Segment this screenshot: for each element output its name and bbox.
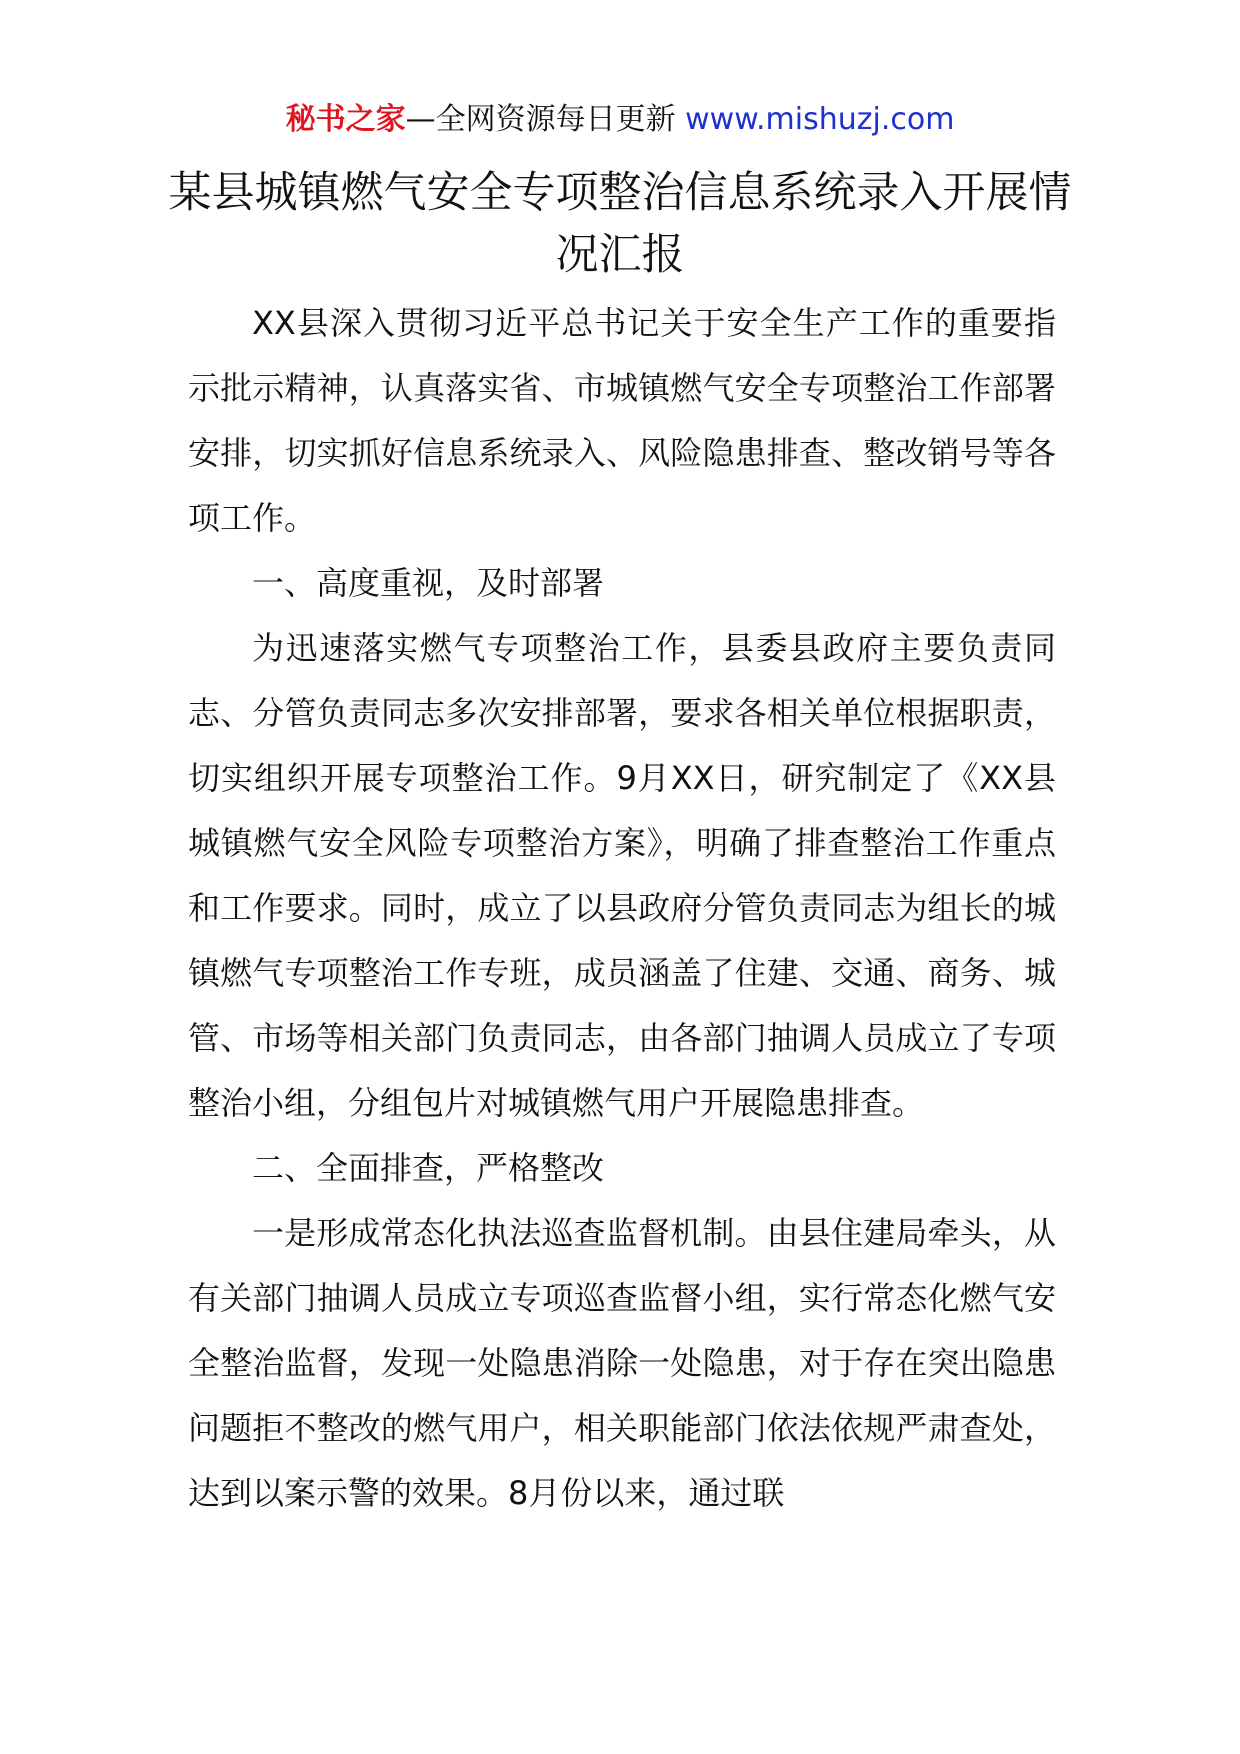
document-title: 某县城镇燃气安全专项整治信息系统录入开展情况汇报 [168, 168, 1072, 280]
section-heading-2: 二、全面排查，严格整改 [252, 1149, 605, 1187]
intro-paragraph: XX县深入贯彻习近平总书记关于安全生产工作的重要指示批示精神，认真落实省、市城镇燃气安全专项整治工作部署安排，切实抓好信息系统录入、风险隐患排查、整改销号等各项工作。 [188, 304, 1056, 537]
site-brand: 秘书之家 [285, 102, 406, 137]
section-heading-1: 一、高度重视，及时部署 [252, 564, 605, 602]
document-body [188, 291, 1056, 1526]
site-slogan: —全网资源每日更新 [405, 102, 686, 137]
site-banner [0, 100, 1240, 140]
section-1-paragraph: 为迅速落实燃气专项整治工作，县委县政府主要负责同志、分管负责同志多次安排部署，要求各相关单位根据职责，切实组织开展专项整治工作。9月XX日，研究制定了《XX县城镇燃气安全风险专项整治方案》，明确了排查整治工作重点和工作要求。同时，成立了以县政府分管负责同志为组长的城镇燃气专项整治工作专班，成员涵盖了住建、交通、商务、城管、市场等相关部门负责同志，由各部门抽调人员成立了专项整治小组，分组包片对城镇燃气用户开展隐患排查。 [188, 629, 1056, 1122]
section-2-paragraph: 一是形成常态化执法巡查监督机制。由县住建局牵头，从有关部门抽调人员成立专项巡查监督小组，实行常态化燃气安全整治监督，发现一处隐患消除一处隐患，对于存在突出隐患问题拒不整改的燃气用户，相关职能部门依法依规严肃查处，达到以案示警的效果。8月份以来，通过联 [188, 1214, 1056, 1512]
site-url: www.mishuzj.com [685, 102, 955, 137]
